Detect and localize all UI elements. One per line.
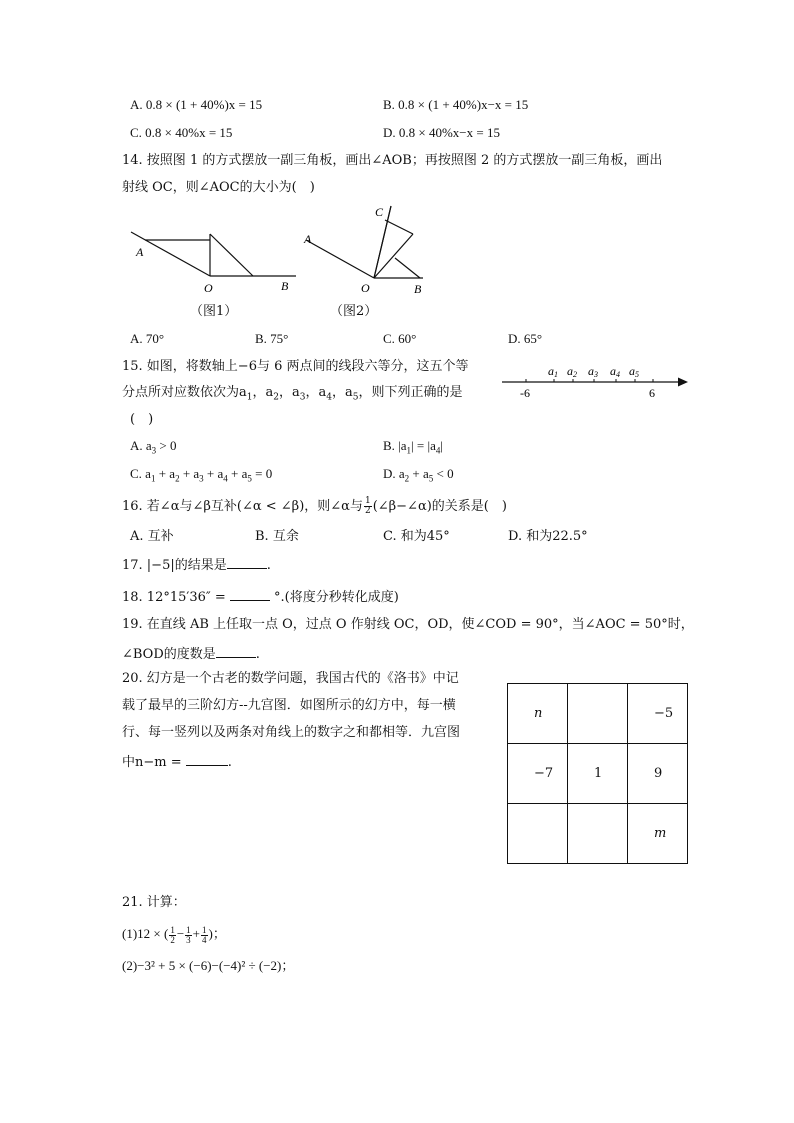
q14-line2: 射线 OC，则∠AOC的大小为( ) — [122, 180, 315, 195]
q17-answer-blank[interactable] — [227, 556, 267, 569]
fig1-label-o: O — [204, 281, 213, 295]
q16-option-d: D. 和为22.5° — [508, 529, 588, 544]
q20-answer-blank[interactable] — [186, 753, 228, 766]
fig1-label-b: B — [281, 279, 289, 293]
q16-option-a: A. 互补 — [130, 529, 174, 544]
q18-text: 18. 12°15′36″ = °.(将度分秒转化成度) — [122, 590, 399, 605]
q14-option-b: B. 75° — [255, 331, 289, 346]
q14-figure2 — [306, 206, 423, 278]
q19-line1: 19. 在直线 AB 上任取一点 O，过点 O 作射线 OC，OD，使∠COD = 90°，当∠AOC = 50°时， — [122, 617, 694, 632]
q16-fraction: $\frac{1}{2}$ — [364, 496, 371, 516]
q14-option-d: D. 65° — [508, 331, 543, 346]
q20-line2: 载了最早的三阶幻方--九宫图．如图所示的幻方中，每一横 — [122, 698, 456, 713]
point-a4: a4 — [610, 364, 620, 379]
grid-cell — [568, 804, 628, 864]
magic-square-grid — [507, 683, 688, 864]
q15-number-line — [490, 355, 700, 405]
q14-figure1 — [131, 232, 296, 276]
q15-option-c: C. $a_1 + a_2 + a_3 + a_4 + a_5 = 0$ — [130, 466, 273, 484]
grid-cell: 1 — [568, 744, 628, 804]
grid-cell: n — [508, 684, 568, 744]
q15-option-a: A. $a_3 > 0$ — [130, 438, 177, 456]
q21-part2: (2)−3² + 5 × (−6)−(−4)² ÷ (−2)； — [122, 958, 295, 973]
q17-text: 17. |−5|的结果是 . — [122, 558, 271, 573]
q20-line3: 行、每一竖列以及两条对角线上的数字之和都相等．九宫图 — [122, 725, 461, 740]
q14-option-a: A. 70° — [130, 331, 165, 346]
q16-text: 16. 若∠α与∠β互补(∠α < ∠β)，则∠α与 $\frac{1}{2}$ (∠β−∠α)的关系是( ) — [122, 496, 507, 516]
q16-option-b: B. 互余 — [255, 529, 299, 544]
grid-cell: m — [628, 804, 688, 864]
fig2-label-c: C — [375, 205, 384, 219]
fig1-caption: （图1） — [190, 304, 238, 319]
q15-option-d: D. $a_2 + a_5 < 0$ — [383, 466, 454, 484]
grid-cell: −5 — [628, 684, 688, 744]
q13-option-c: C. 0.8 × 40%x = 15 — [130, 125, 233, 140]
q15-line2: 分点所对应数依次为$a_1$，$a_2$，$a_3$，$a_4$，$a_5$，则下列正确的是 — [122, 385, 463, 403]
point-a5: a5 — [629, 364, 639, 379]
fig2-label-a: A — [304, 232, 312, 246]
number-line-right-label: 6 — [649, 386, 655, 400]
q13-option-b: B. 0.8 × (1 + 40%)x−x = 15 — [383, 97, 529, 112]
q21-title: 21. 计算： — [122, 895, 186, 910]
q13-option-d: D. 0.8 × 40%x−x = 15 — [383, 125, 500, 140]
point-a1: a1 — [548, 364, 558, 379]
q14-line1: 14. 按照图 1 的方式摆放一副三角板，画出∠AOB；再按照图 2 的方式摆放一副三角板，画出 — [122, 153, 663, 168]
q21-part1: (1)12 × ( $\frac{1}{2}$ − $\frac{1}{3}$ + $\frac{1}{4}$ )； — [122, 924, 226, 945]
q19-answer-blank[interactable] — [216, 645, 256, 658]
grid-cell — [508, 804, 568, 864]
q14-option-c: C. 60° — [383, 331, 417, 346]
number-line-left-label: -6 — [520, 386, 530, 400]
grid-cell: 9 — [628, 744, 688, 804]
q14-figures — [0, 0, 794, 330]
point-a2: a2 — [567, 364, 577, 379]
grid-cell — [568, 684, 628, 744]
grid-cell: −7 — [508, 744, 568, 804]
q18-answer-blank[interactable] — [230, 588, 270, 601]
q16-option-c: C. 和为45° — [383, 529, 450, 544]
q15-line1: 15. 如图，将数轴上−6与 6 两点间的线段六等分，这五个等 — [122, 359, 469, 374]
q13-option-a: A. 0.8 × (1 + 40%)x = 15 — [130, 97, 263, 112]
q15-line3: ( ) — [130, 412, 154, 427]
q20-line1: 20. 幻方是一个古老的数学问题，我国古代的《洛书》中记 — [122, 671, 459, 686]
fig2-label-o: O — [361, 281, 370, 295]
q19-line2: ∠BOD的度数是 . — [122, 647, 260, 662]
q20-line4: 中n−m = . — [122, 755, 232, 770]
fig2-caption: （图2） — [330, 304, 378, 319]
point-a3: a3 — [588, 364, 598, 379]
fig1-label-a: A — [136, 245, 144, 259]
fig2-label-b: B — [414, 282, 422, 296]
number-line-arrow — [678, 378, 688, 387]
q15-option-b: B. $|a_1| = |a_4|$ — [383, 438, 443, 456]
